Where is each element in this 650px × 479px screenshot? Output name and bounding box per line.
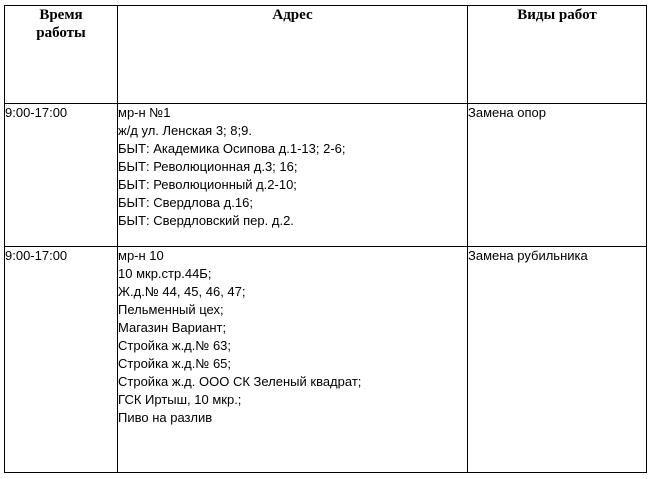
address-cell [118,104,468,247]
header-time-line2: работы [36,25,86,41]
work-cell: Замена опор [468,104,647,247]
address-line: мр-н №1 [118,105,171,120]
address-line: БЫТ: Академика Осипова д.1-13; 2-6; [118,141,346,156]
address-line: ж/д ул. Ленская 3; 8;9. [118,123,252,138]
address-line: Пиво на разлив [118,410,213,425]
time-cell: 9:00-17:00 [5,104,118,247]
header-time-line1: Время [39,7,83,23]
address-cell [118,247,468,473]
work-cell: Замена рубильника [468,247,647,473]
header-time [5,6,118,104]
table-row [5,104,647,247]
address-line: 10 мкр.стр.44Б; [118,266,212,281]
address-line: Ж.д.№ 44, 45, 46, 47; [118,284,246,299]
address-line: БЫТ: Свердлова д.16; [118,195,253,210]
address-line: Стройка ж.д.№ 65; [118,356,232,371]
header-row [5,6,647,104]
address-line: БЫТ: Революционный д.2-10; [118,177,297,192]
header-work-type: Виды работ [468,6,647,104]
table-row [5,247,647,473]
address-line: Пельменный цех; [118,302,224,317]
address-line: Магазин Вариант; [118,320,227,335]
address-line: Стройка ж.д.№ 63; [118,338,232,353]
address-line: Стройка ж.д. ООО СК Зеленый квадрат; [118,374,362,389]
header-address: Адрес [118,6,468,104]
schedule-table [4,5,647,473]
address-line: БЫТ: Революционная д.3; 16; [118,159,298,174]
address-line: ГСК Иртыш, 10 мкр.; [118,392,242,407]
address-line: мр-н 10 [118,248,164,263]
address-line: БЫТ: Свердловский пер. д.2. [118,213,294,228]
time-cell: 9:00-17:00 [5,247,118,473]
